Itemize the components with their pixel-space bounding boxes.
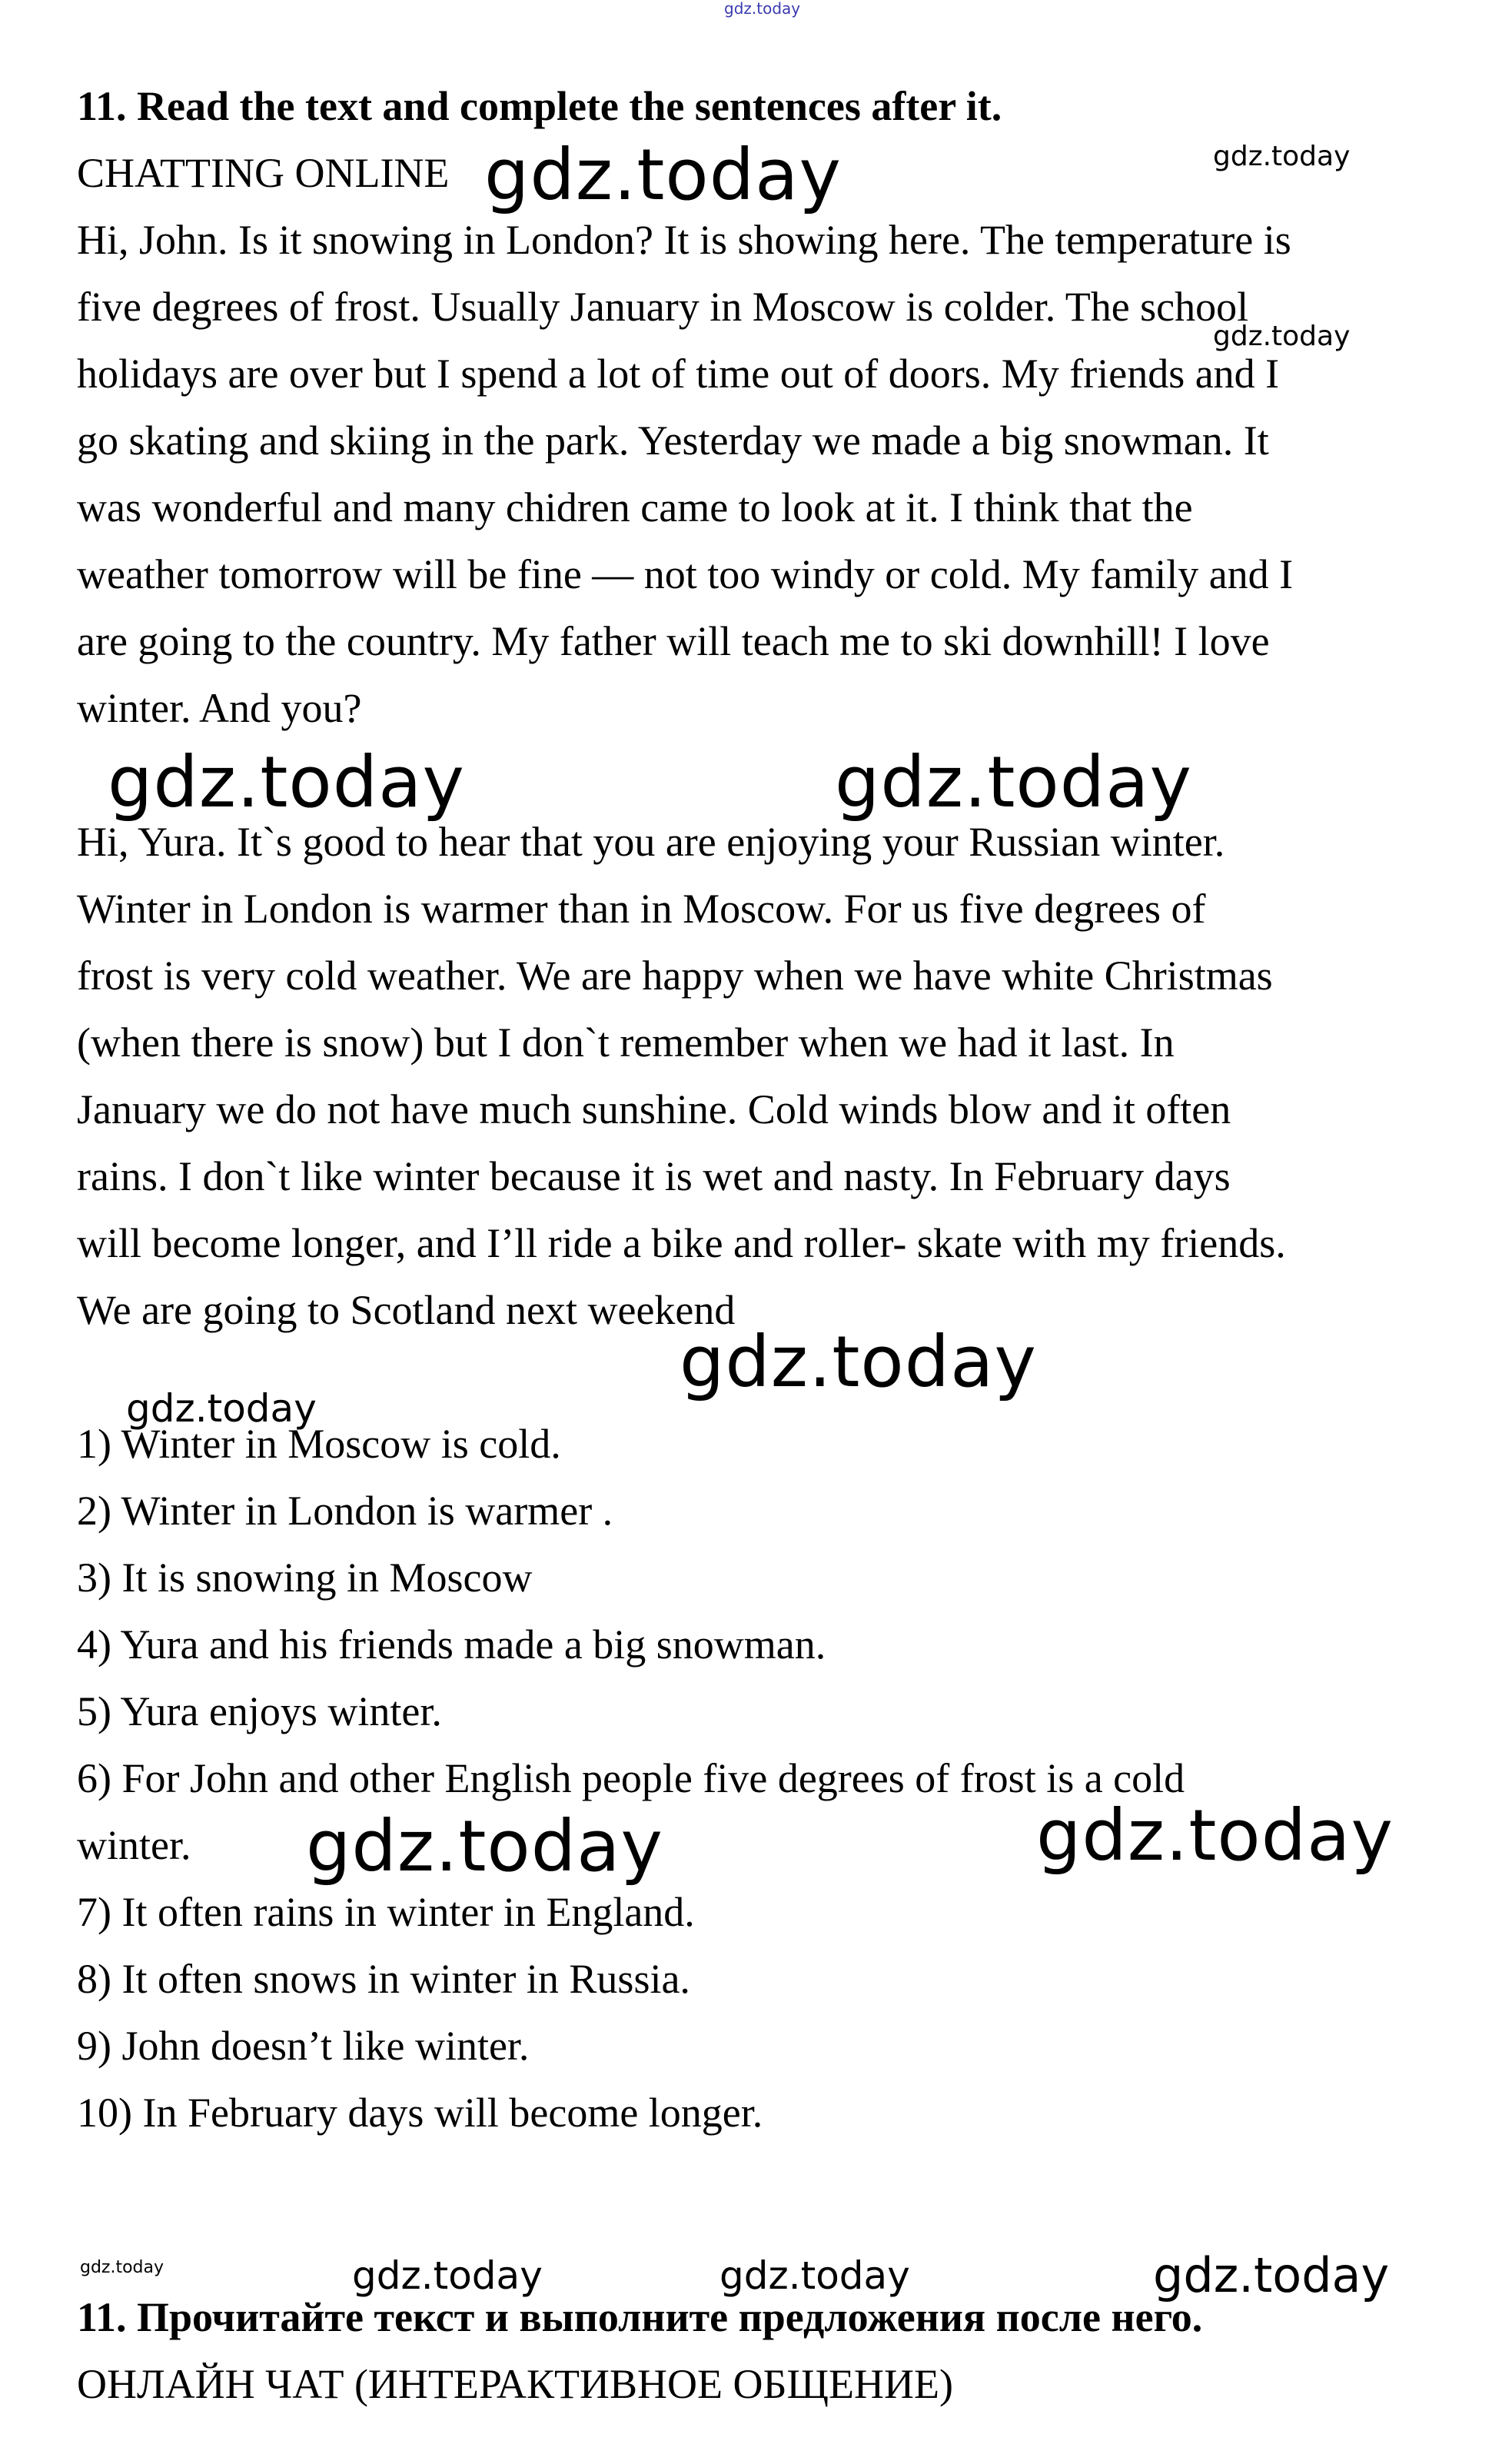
watermark: gdz.today xyxy=(1213,321,1351,352)
letter1-line: winter. And you? xyxy=(77,685,362,731)
answer-item: 8) It often snows in winter in Russia. xyxy=(77,1956,690,2002)
task-heading: 11. Read the text and complete the sentences after it. xyxy=(77,83,1002,129)
translation-title: ОНЛАЙН ЧАТ (ИНТЕРАКТИВНОЕ ОБЩЕНИЕ) xyxy=(77,2361,953,2407)
letter1-line: go skating and skiing in the park. Yesterday we made a big snowman. It xyxy=(77,417,1269,464)
answer-item: 9) John doesn’t like winter. xyxy=(77,2023,530,2069)
answer-item: 5) Yura enjoys winter. xyxy=(77,1688,442,1734)
watermark: gdz.today xyxy=(80,2258,164,2277)
watermark: gdz.today xyxy=(719,2253,910,2298)
letter1-line: five degrees of frost. Usually January in Moscow is colder. The school xyxy=(77,284,1249,330)
letter2-line: Winter in London is warmer than in Moscow. For us five degrees of xyxy=(77,886,1206,932)
letter1-line: weather tomorrow will be fine — not too windy or cold. My family and I xyxy=(77,551,1294,597)
answer-item: 4) Yura and his friends made a big snowman. xyxy=(77,1621,826,1668)
answer-item: 10) In February days will become longer. xyxy=(77,2090,763,2136)
letter2-line: will become longer, and I’ll ride a bike and roller- skate with my friends. xyxy=(77,1220,1286,1266)
watermark: gdz.today xyxy=(484,134,842,216)
letter2-line: January we do not have much sunshine. Cold winds blow and it often xyxy=(77,1086,1231,1132)
translation-heading: 11. Прочитайте текст и выполните предложения после него. xyxy=(77,2294,1203,2340)
letter1-line: was wonderful and many chidren came to look at it. I think that the xyxy=(77,484,1193,530)
watermark-top: gdz.today xyxy=(724,0,801,18)
letter2-line: frost is very cold weather. We are happy when we have white Christmas xyxy=(77,953,1273,999)
letter2-line: rains. I don`t like winter because it is wet and nasty. In February days xyxy=(77,1153,1231,1199)
answer-item: 2) Winter in London is warmer . xyxy=(77,1488,613,1534)
letter2-line: We are going to Scotland next weekend xyxy=(77,1287,736,1333)
answer-item: winter. xyxy=(77,1822,191,1868)
watermark: gdz.today xyxy=(126,1386,317,1431)
letter2-line: Hi, Yura. It`s good to hear that you are enjoying your Russian winter. xyxy=(77,819,1225,865)
watermark: gdz.today xyxy=(306,1805,663,1887)
answer-item: 7) It often rains in winter in England. xyxy=(77,1889,695,1935)
letter1-line: Hi, John. Is it snowing in London? It is showing here. The temperature is xyxy=(77,217,1291,263)
answer-item: 6) For John and other English people five degrees of frost is a cold xyxy=(77,1755,1185,1801)
answer-item: 1) Winter in Moscow is cold. xyxy=(77,1421,561,1467)
watermark: gdz.today xyxy=(680,1321,1037,1403)
watermark: gdz.today xyxy=(835,741,1192,823)
letter1-line: holidays are over but I spend a lot of time out of doors. My friends and I xyxy=(77,351,1280,397)
watermark: gdz.today xyxy=(352,2253,543,2298)
watermark: gdz.today xyxy=(1153,2247,1390,2303)
letter1-line: are going to the country. My father will teach me to ski downhill! I love xyxy=(77,618,1270,664)
letter2-line: (when there is snow) but I don`t remember when we had it last. In xyxy=(77,1019,1175,1066)
answer-item: 3) It is snowing in Moscow xyxy=(77,1555,533,1601)
watermark: gdz.today xyxy=(1036,1794,1394,1877)
watermark: gdz.today xyxy=(108,741,465,823)
watermark: gdz.today xyxy=(1213,141,1351,172)
task-title: CHATTING ONLINE xyxy=(77,150,450,196)
